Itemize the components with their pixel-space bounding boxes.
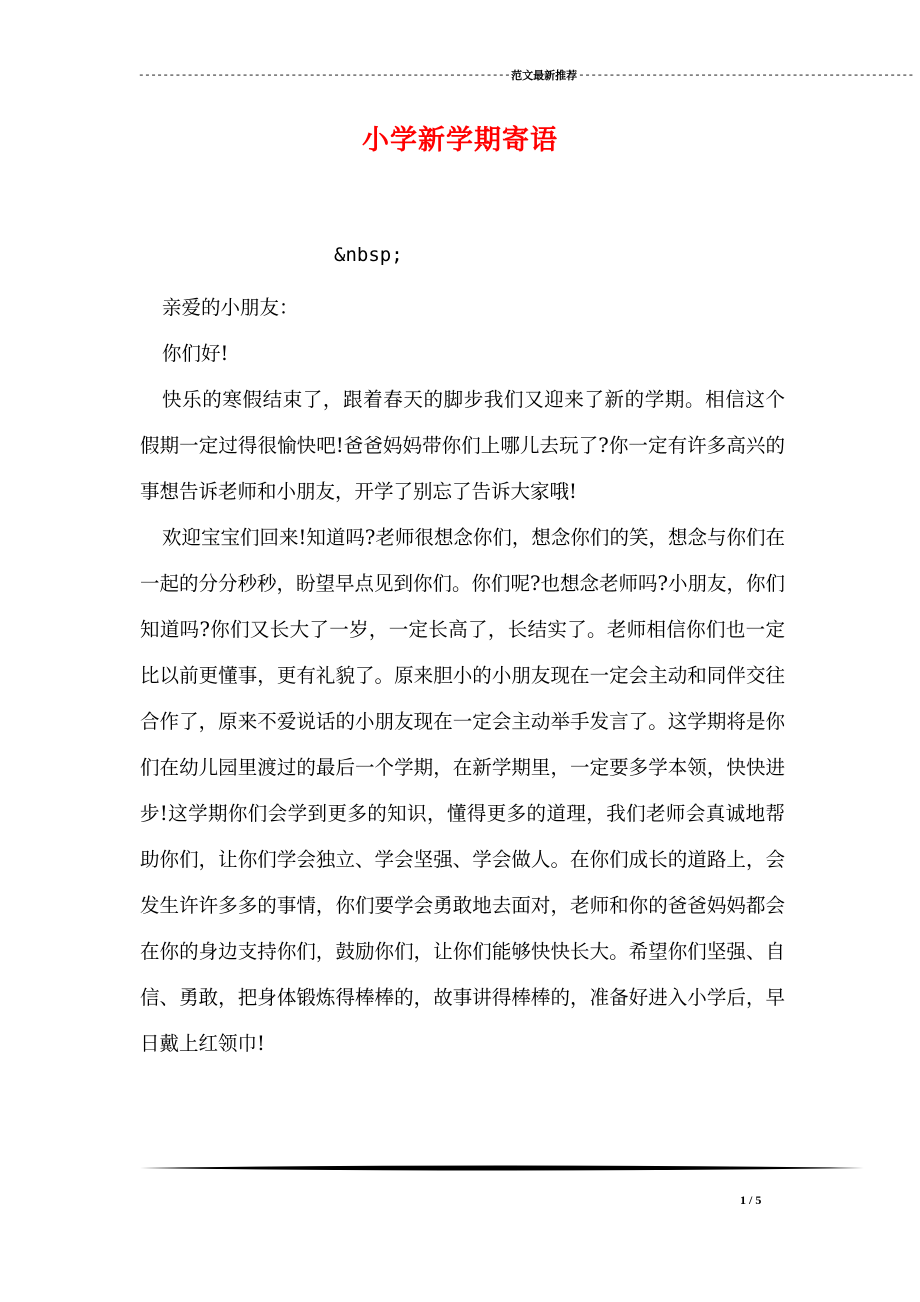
footer-rule [140,1164,864,1172]
header-dashes-right: ------------------------------------------------------- [578,70,914,82]
placeholder-text: &nbsp; [334,244,403,266]
paragraph-main: 欢迎宝宝们回来!知道吗?老师很想念你们，想念你们的笑，想念与你们在一起的分分秒秒，盼望早点见到你们。你们呢?也想念老师吗?小朋友，你们知道吗?你们又长大了一岁，一定长高了，长结实了。老师相信你们也一定比以前更懂事，更有礼貌了。原来胆小的小朋友现在一定会主动和同伴交往合作了，原来不爱说话的小朋友现在一定会主动举手发言了。这学期将是你们在幼儿园里渡过的最后一个学期，在新学期里，一定要多学本领，快快进步!这学期你们会学到更多的知识，懂得更多的道理，我们老师会真诚地帮助你们，让你们学会独立、学会坚强、学会做人。在你们成长的道路上，会发生许许多多的事情，你们要学会勇敢地去面对，老师和你的爸爸妈妈都会在你的身边支持你们，鼓励你们，让你们能够快快长大。希望你们坚强、自信、勇敢，把身体锻炼得棒棒的，故事讲得棒棒的，准备好进入小学后，早日戴上红领巾! [140,526,785,1055]
document-title: 小学新学期寄语 [362,125,558,156]
page-number: 1 / 5 [740,1193,762,1207]
page-header [138,68,914,84]
paragraph-greeting: 亲爱的小朋友： [162,296,299,319]
paragraph-intro: 快乐的寒假结束了，跟着春天的脚步我们又迎来了新的学期。相信这个假期一定过得很愉快吧!爸爸妈妈带你们上哪儿去玩了?你一定有许多高兴的事想告诉老师和小朋友，开学了别忘了告诉大家哦! [140,388,785,503]
header-label: 范文最新推荐 [511,69,578,82]
paragraph-hello: 你们好! [162,342,229,365]
document-body [140,285,785,1067]
header-dashes-left: ------------------------------------------------------------- [138,70,511,82]
